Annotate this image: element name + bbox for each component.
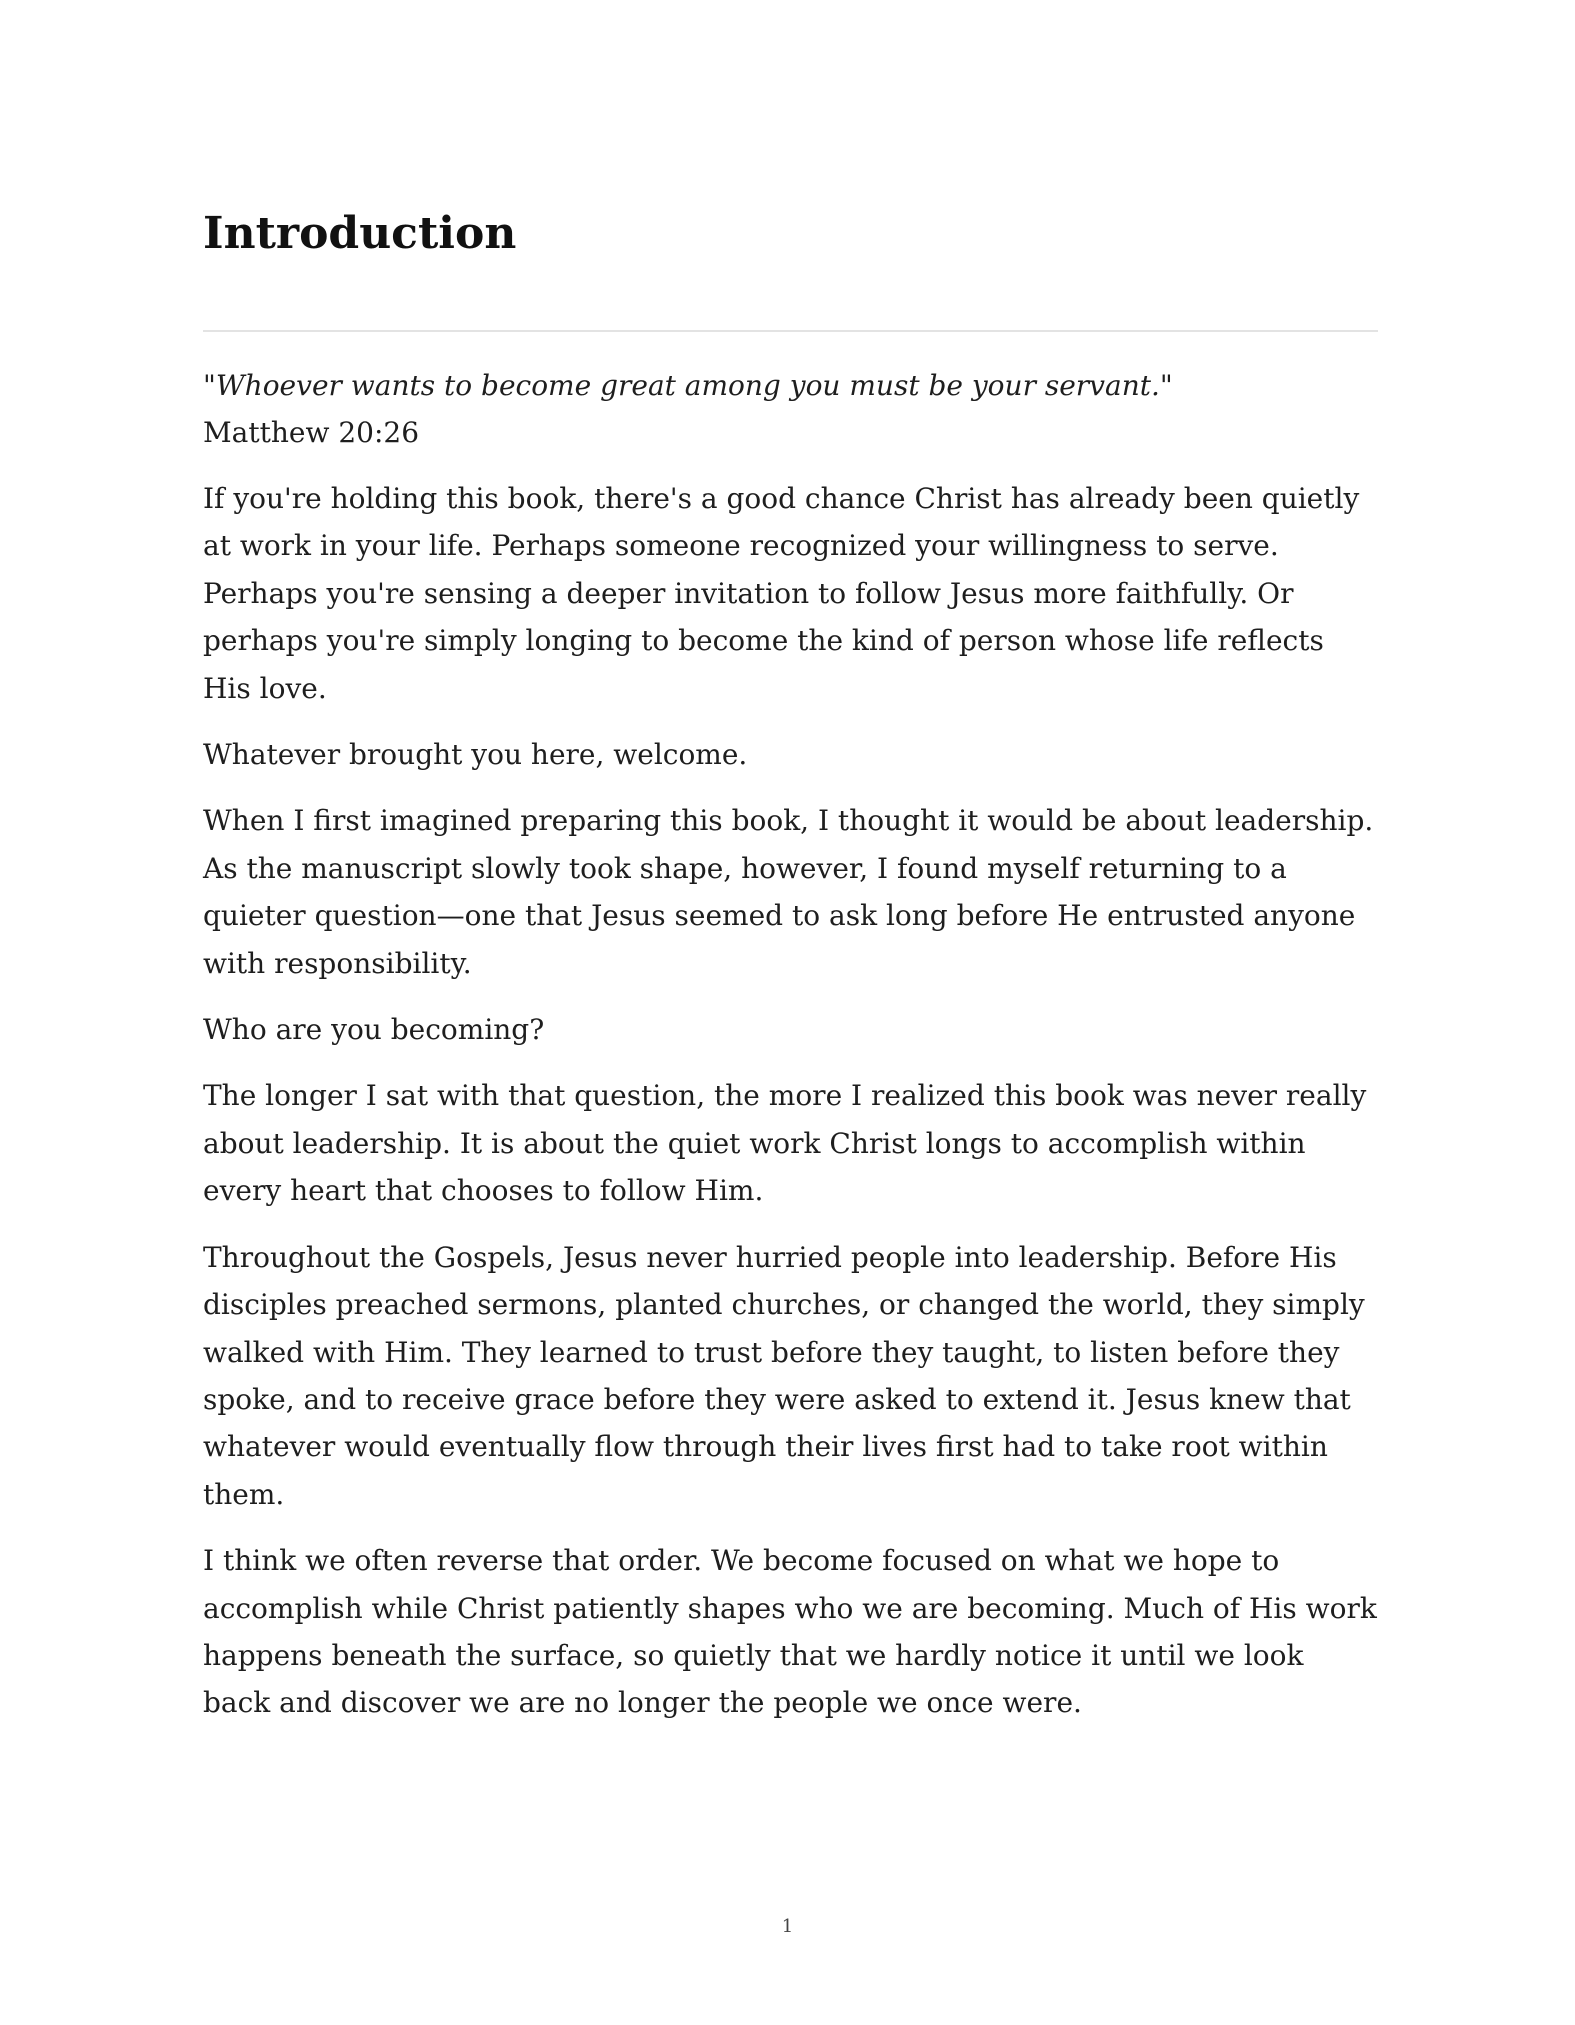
paragraph: Whatever brought you here, welcome. <box>203 738 748 772</box>
paragraph: The longer I sat with that question, the more I realized this book was never really about leadership. It is about the quiet work Christ longs to accomplish within every heart that chooses to follow Him. <box>203 1079 1367 1208</box>
paragraph: If you're holding this book, there's a good chance Christ has already been quietly at work in your life. Perhaps someone recognized your willingness to serve. Perhaps you're sensing a deeper invitation to follow Jesus more faithfully. Or perhaps you're simply longing to become the kind of person whose life reflects His love. <box>203 482 1360 705</box>
paragraph: I think we often reverse that order. We become focused on what we hope to accomplish while Christ patiently shapes who we are becoming. Much of His work happens beneath the surface, so quietly that we hardly notice it until we look back and discover we are no longer the people we once were. <box>203 1544 1377 1720</box>
page-number: 1 <box>781 1916 794 1937</box>
chapter-title: Introduction <box>203 208 517 259</box>
epigraph <box>203 362 1378 456</box>
title-divider <box>203 330 1378 332</box>
epigraph-quote: "Whoever wants to become great among you must be your servant." <box>203 369 1173 402</box>
page-content <box>203 203 1378 1727</box>
epigraph-reference: Matthew 20:26 <box>203 416 420 449</box>
paragraph: When I first imagined preparing this book, I thought it would be about leadership. As the manuscript slowly took shape, however, I found myself returning to a quieter question—one that Jesus seemed to ask long before He entrusted anyone with responsibility. <box>203 804 1374 980</box>
paragraph: Throughout the Gospels, Jesus never hurried people into leadership. Before His disciples preached sermons, planted churches, or changed the world, they simply walked with Him. They learned to trust before they taught, to listen before they spoke, and to receive grace before they were asked to extend it. Jesus knew that whatever would eventually flow through their lives first had to take root within them. <box>203 1240 1365 1511</box>
paragraph: Who are you becoming? <box>203 1013 545 1047</box>
